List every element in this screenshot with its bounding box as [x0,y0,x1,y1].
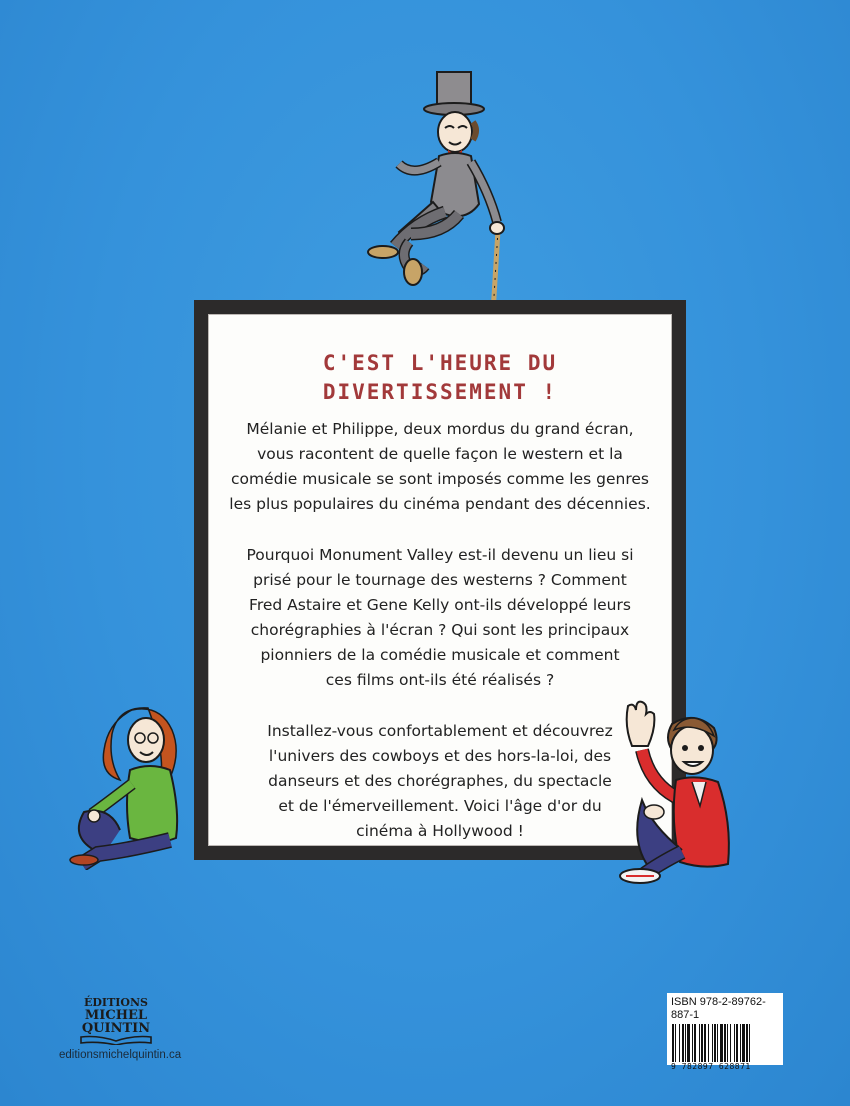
barcode-icon [671,1024,779,1062]
girl-illustration [60,700,210,870]
text-panel [208,314,672,846]
barcode-bar [694,1024,696,1062]
barcode-bar [730,1024,731,1062]
boy-illustration [612,700,742,890]
barcode-bar [727,1024,728,1062]
headline [209,349,671,407]
paragraph-line: et de l'émerveillement. Voici l'âge d'or du [278,797,602,815]
barcode-bar [704,1024,706,1062]
barcode-bar [687,1024,690,1062]
paragraph-questions [209,543,671,693]
barcode-bar [675,1024,676,1062]
isbn-label: ISBN 978-2-89762-887-1 [671,996,766,1021]
barcode-bar [736,1024,738,1062]
paragraph-line: chorégraphies à l'écran ? Qui sont les principaux [250,621,630,639]
paragraph-line: danseurs et des chorégraphes, du spectacle [268,772,612,790]
publisher-line-1: ÉDITIONS [84,996,148,1009]
barcode-bar [734,1024,735,1062]
barcode-box [667,993,783,1071]
paragraph-line: l'univers des cowboys et des hors-la-loi, des [268,747,612,765]
publisher-line-3: QUINTIN [81,1021,151,1036]
headline-line-1: C'EST L'HEURE DU [322,351,558,375]
barcode-bar [740,1024,741,1062]
barcode-bar [714,1024,716,1062]
barcode-bar [746,1024,748,1062]
barcode-bar [672,1024,674,1062]
headline-line-2: DIVERTISSEMENT ! [322,380,558,404]
barcode-bar [720,1024,723,1062]
paragraph-line: cinéma à Hollywood ! [356,822,524,840]
paragraph-intro [209,417,671,517]
barcode-bar [717,1024,718,1062]
barcode-bar [699,1024,700,1062]
paragraph-line: les plus populaires du cinéma pendant des décennies. [229,495,651,513]
barcode-bar [712,1024,713,1062]
barcode-bar [708,1024,709,1062]
dancer-illustration [355,62,535,334]
barcode-bar [749,1024,750,1062]
barcode-bar [692,1024,693,1062]
barcode-bar [742,1024,745,1062]
barcode-bar [679,1024,680,1062]
barcode-bar [724,1024,726,1062]
paragraph-line: vous racontent de quelle façon le western et la [257,445,623,463]
paragraph-line: Installez-vous confortablement et découvrez [267,722,613,740]
publisher-website[interactable]: editionsmichelquintin.ca [59,1049,182,1061]
paragraph-line: Fred Astaire et Gene Kelly ont-ils développé leurs [249,596,631,614]
paragraph-line: prisé pour le tournage des westerns ? Comment [253,571,627,589]
paragraph-closing [209,719,671,844]
barcode-bar [701,1024,703,1062]
paragraph-line: Mélanie et Philippe, deux mordus du grand écran, [246,420,634,438]
book-icon [79,1035,153,1045]
paragraph-line: comédie musicale se sont imposés comme les genres [231,470,649,488]
publisher-logo [56,996,176,1045]
barcode-digits: 9 782897 628871 [671,1062,751,1071]
barcode-bar [682,1024,684,1062]
barcode-bar [685,1024,686,1062]
paragraph-line: pionniers de la comédie musicale et comment [260,646,620,664]
paragraph-line: ces films ont-ils été réalisés ? [325,671,555,689]
publisher-line-2: MICHEL [84,1008,148,1023]
paragraph-line: Pourquoi Monument Valley est-il devenu un lieu si [246,546,634,564]
